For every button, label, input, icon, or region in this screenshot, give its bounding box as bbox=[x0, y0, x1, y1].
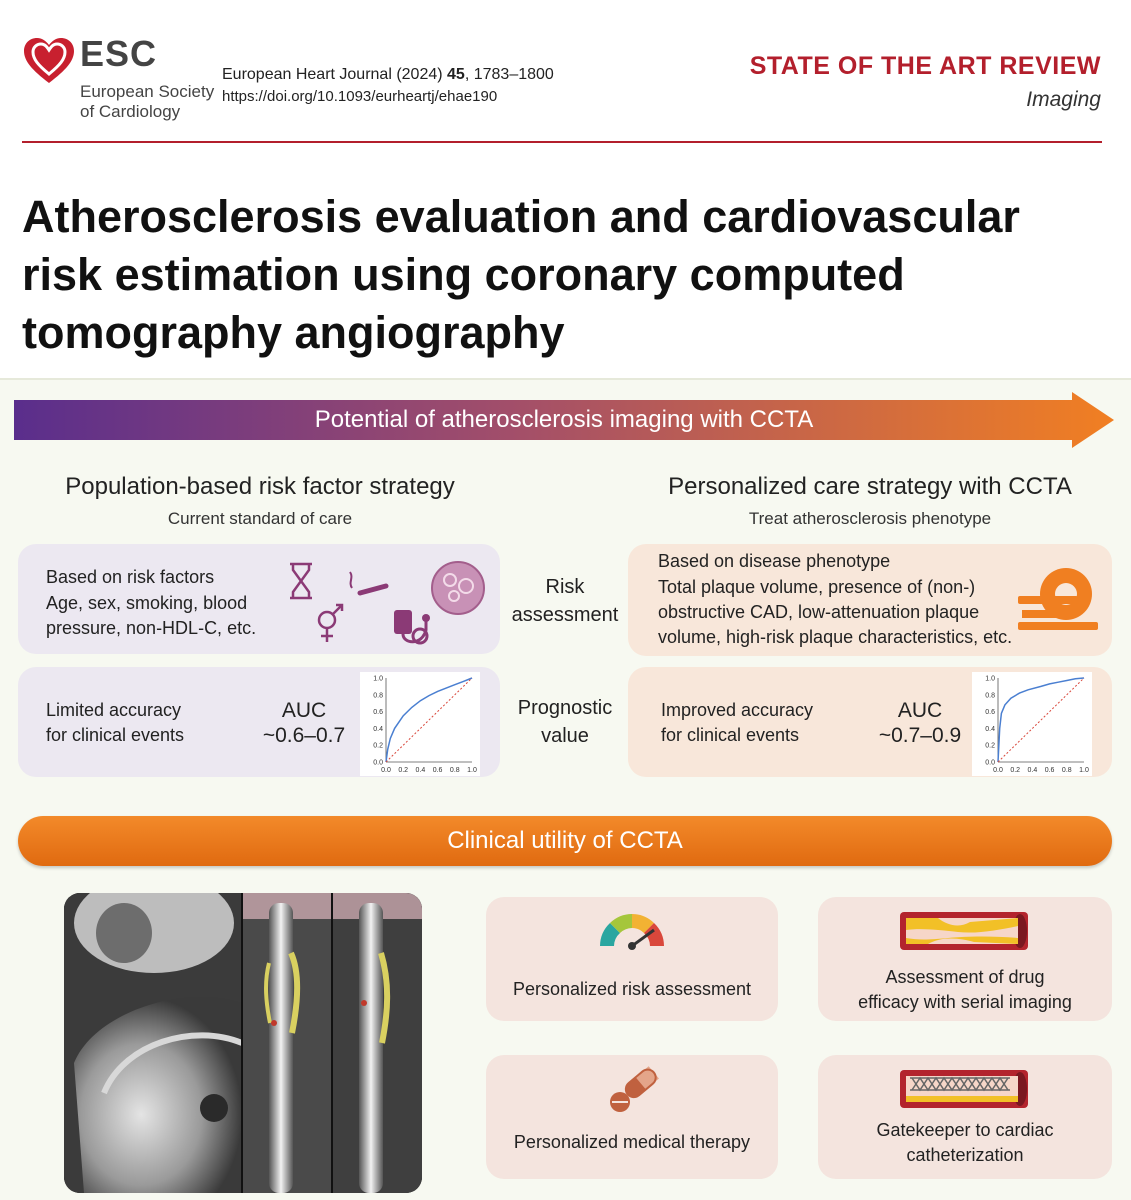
header-divider bbox=[22, 141, 1102, 143]
disease-phenotype-text: Total plaque volume, presence of (non-) obstructive CAD, low-attenuation plaque volume, high-risk plaque characteristics, etc. bbox=[658, 577, 1013, 647]
roc-y-tick-label: 1.0 bbox=[985, 675, 995, 683]
journal-citation: European Heart Journal (2024) 45, 1783–1800 bbox=[222, 66, 554, 83]
roc-x-tick-label: 0.4 bbox=[1027, 767, 1038, 774]
left-auc: AUC ~0.6–0.7 bbox=[262, 699, 346, 747]
roc-y-tick-label: 0.6 bbox=[373, 709, 383, 717]
roc-x-tick-label: 0.6 bbox=[1044, 767, 1055, 774]
clinical-utility-banner-text: Clinical utility of CCTA bbox=[447, 827, 683, 854]
roc-y-tick-label: 0.8 bbox=[985, 692, 995, 700]
article-title: Atherosclerosis evaluation and cardiovascular risk estimation using coronary computed tomography angiography bbox=[22, 191, 1020, 358]
review-category: Imaging bbox=[1026, 88, 1101, 111]
personalized-risk-assessment-label: Personalized risk assessment bbox=[512, 979, 752, 999]
doi-link[interactable]: https://doi.org/10.1093/eurheartj/ehae190 bbox=[222, 88, 498, 105]
personalized-medical-therapy-label: Personalized medical therapy bbox=[513, 1132, 751, 1152]
cigarette-icon bbox=[350, 572, 386, 593]
roc-x-tick-label: 0.6 bbox=[432, 767, 443, 774]
roc-x-tick-label: 0.2 bbox=[398, 767, 409, 774]
risk-factors-text: Age, sex, smoking, blood pressure, non-HDL-C, etc. bbox=[46, 593, 257, 638]
ccta-scan-image bbox=[64, 893, 422, 1193]
gatekeeper-label: Gatekeeper to cardiac catheterization bbox=[876, 1120, 1054, 1165]
roc-y-tick-label: 0.0 bbox=[985, 759, 995, 767]
roc-x-tick-label: 0.8 bbox=[449, 767, 460, 774]
roc-x-tick-label: 0.2 bbox=[1010, 767, 1021, 774]
roc-x-tick-label: 1.0 bbox=[1079, 767, 1089, 774]
gauge-icon bbox=[596, 910, 668, 950]
roc-y-tick-label: 0.6 bbox=[985, 709, 995, 717]
right-auc: AUC ~0.7–0.9 bbox=[878, 699, 962, 747]
roc-y-tick-label: 0.4 bbox=[985, 725, 995, 733]
risk-assessment-label: Risk assessment bbox=[511, 576, 619, 626]
pills-icon bbox=[606, 1064, 660, 1114]
roc-x-tick-label: 0.0 bbox=[993, 767, 1003, 774]
esc-heart-logo bbox=[22, 36, 76, 86]
roc-y-tick-label: 0.2 bbox=[373, 742, 383, 750]
roc-x-tick-label: 1.0 bbox=[467, 767, 477, 774]
roc-chart-left bbox=[360, 672, 480, 776]
drug-efficacy-label: Assessment of drug efficacy with serial imaging bbox=[858, 967, 1072, 1012]
esc-brand: ESC bbox=[80, 33, 158, 74]
potential-banner-text: Potential of atherosclerosis imaging with CCTA bbox=[314, 406, 814, 433]
cholesterol-cell-icon bbox=[432, 562, 484, 614]
hourglass-icon bbox=[290, 564, 312, 598]
left-column-subheading: Current standard of care bbox=[167, 509, 353, 528]
roc-y-tick-label: 0.0 bbox=[373, 759, 383, 767]
right-column-subheading: Treat atherosclerosis phenotype bbox=[748, 509, 992, 528]
roc-y-tick-label: 1.0 bbox=[373, 675, 383, 683]
roc-y-tick-label: 0.2 bbox=[985, 742, 995, 750]
plaque-artery-icon bbox=[898, 908, 1030, 954]
roc-x-tick-label: 0.8 bbox=[1061, 767, 1072, 774]
stent-icon bbox=[898, 1066, 1030, 1112]
review-type: STATE OF THE ART REVIEW bbox=[749, 52, 1101, 80]
prognostic-value-label: Prognostic value bbox=[517, 697, 613, 747]
roc-x-tick-label: 0.0 bbox=[381, 767, 391, 774]
blood-pressure-icon bbox=[394, 610, 430, 643]
right-column-heading: Personalized care strategy with CCTA bbox=[668, 473, 1072, 500]
disease-phenotype-title: Based on disease phenotype bbox=[658, 551, 891, 571]
ct-scanner-icon bbox=[1016, 566, 1100, 632]
limited-accuracy-text: Limited accuracy for clinical events bbox=[46, 700, 185, 745]
gender-icon bbox=[319, 605, 342, 642]
roc-x-tick-label: 0.4 bbox=[415, 767, 426, 774]
roc-chart-right bbox=[972, 672, 1092, 776]
risk-factor-icons bbox=[282, 558, 492, 648]
left-column-heading: Population-based risk factor strategy bbox=[65, 473, 455, 500]
improved-accuracy-text: Improved accuracy for clinical events bbox=[661, 700, 814, 745]
roc-y-tick-label: 0.4 bbox=[373, 725, 383, 733]
risk-factors-title: Based on risk factors bbox=[46, 567, 215, 587]
roc-y-tick-label: 0.8 bbox=[373, 692, 383, 700]
esc-org-name: European Society of Cardiology bbox=[80, 82, 215, 121]
